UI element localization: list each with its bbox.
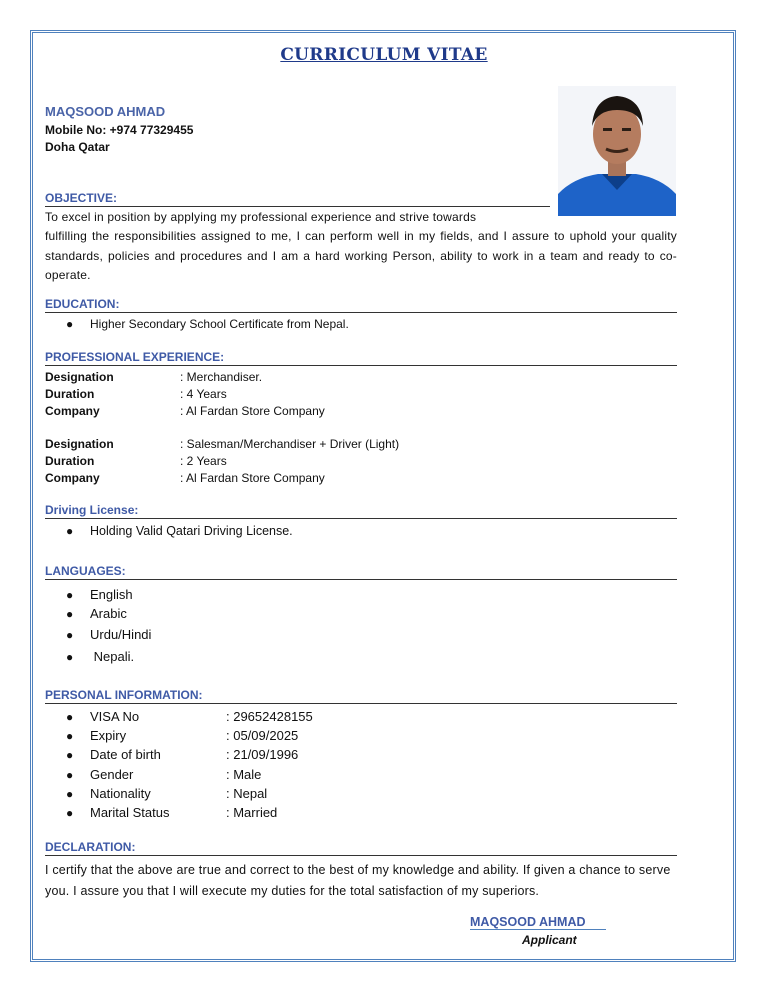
- language-item: [66, 587, 133, 602]
- declaration-heading: DECLARATION:: [45, 840, 677, 856]
- personal-info-label: Date of birth: [90, 747, 161, 762]
- personal-info-label: Expiry: [90, 728, 127, 743]
- personal-info-row: [66, 805, 278, 820]
- personal-info-label: Nationality: [90, 786, 151, 801]
- bullet: ●: [66, 317, 74, 331]
- personal-info-heading: PERSONAL INFORMATION:: [45, 688, 677, 704]
- language-text: English: [90, 587, 133, 602]
- bullet: ●: [66, 806, 74, 820]
- company-value: : Al Fardan Store Company: [180, 404, 325, 418]
- designation-label: Designation: [45, 437, 114, 451]
- personal-info-value: : Male: [226, 767, 262, 782]
- bullet: ●: [66, 768, 74, 782]
- bullet: ●: [66, 710, 74, 724]
- language-item: [66, 606, 127, 621]
- signature-role: Applicant: [522, 933, 577, 947]
- driving-license-text: Holding Valid Qatari Driving License.: [90, 524, 293, 538]
- bullet: ●: [66, 607, 74, 621]
- personal-info-row: [66, 709, 313, 724]
- personal-info-value: : 29652428155: [226, 709, 313, 724]
- personal-info-row: [66, 786, 268, 801]
- personal-info-value: : Married: [226, 805, 278, 820]
- designation-value: : Merchandiser.: [180, 370, 263, 384]
- company-label: Company: [45, 471, 100, 485]
- duration-value: : 2 Years: [180, 454, 227, 468]
- declaration-text: I certify that the above are true and correct to the best of my knowledge and ability. If given a chance to serve you. I assure you that I will execute my duties for the total satisfaction of my superiors.: [45, 863, 671, 898]
- duration-label: Duration: [45, 387, 95, 401]
- cv-title: CURRICULUM VITAE: [280, 45, 488, 65]
- education-item-text: Higher Secondary School Certificate from Nepal.: [90, 317, 349, 331]
- personal-info-label: Gender: [90, 767, 134, 782]
- personal-info-label: Marital Status: [90, 805, 170, 820]
- objective-first-line: To excel in position by applying my professional experience and strive towards: [45, 210, 477, 224]
- bullet: ●: [66, 588, 74, 602]
- duration-value: : 4 Years: [180, 387, 227, 401]
- language-text: Arabic: [90, 606, 127, 621]
- personal-info-value: : Nepal: [226, 786, 268, 801]
- experience-heading: PROFESSIONAL EXPERIENCE:: [45, 350, 677, 366]
- language-item: [66, 649, 134, 664]
- driving-license-item: [66, 524, 293, 538]
- language-text: Nepali.: [90, 649, 135, 664]
- driving-license-heading: Driving License:: [45, 503, 677, 519]
- personal-info-row: [66, 747, 299, 762]
- bullet: ●: [66, 650, 74, 664]
- location: Doha Qatar: [45, 140, 110, 154]
- profile-photo: [558, 86, 676, 216]
- language-text: Urdu/Hindi: [90, 627, 152, 642]
- bullet: ●: [66, 787, 74, 801]
- bullet: ●: [66, 729, 74, 743]
- designation-value: : Salesman/Merchandiser + Driver (Light): [180, 437, 400, 451]
- personal-info-value: : 05/09/2025: [226, 728, 299, 743]
- personal-info-label: VISA No: [90, 709, 140, 724]
- language-item: [66, 627, 151, 642]
- personal-info-value: : 21/09/1996: [226, 747, 299, 762]
- duration-label: Duration: [45, 454, 95, 468]
- bullet: ●: [66, 628, 74, 642]
- bullet: ●: [66, 524, 74, 538]
- company-value: : Al Fardan Store Company: [180, 471, 325, 485]
- education-item: [66, 317, 349, 331]
- personal-info-row: [66, 767, 262, 782]
- personal-info-row: [66, 728, 299, 743]
- languages-heading: LANGUAGES:: [45, 564, 677, 580]
- signature-name: MAQSOOD AHMAD: [470, 915, 606, 930]
- mobile-number: Mobile No: +974 77329455: [45, 123, 194, 137]
- education-heading: EDUCATION:: [45, 297, 677, 313]
- designation-label: Designation: [45, 370, 114, 384]
- applicant-name: MAQSOOD AHMAD: [45, 104, 166, 119]
- company-label: Company: [45, 404, 100, 418]
- objective-heading: OBJECTIVE:: [45, 191, 550, 207]
- bullet: ●: [66, 748, 74, 762]
- objective-text: fulfilling the responsibilities assigned to me, I can perform well in my fields, and I assure to uphold your quality standards, policies and procedures and I am a hard working Person, ability to work in a team and ready to co-operate.: [45, 229, 677, 282]
